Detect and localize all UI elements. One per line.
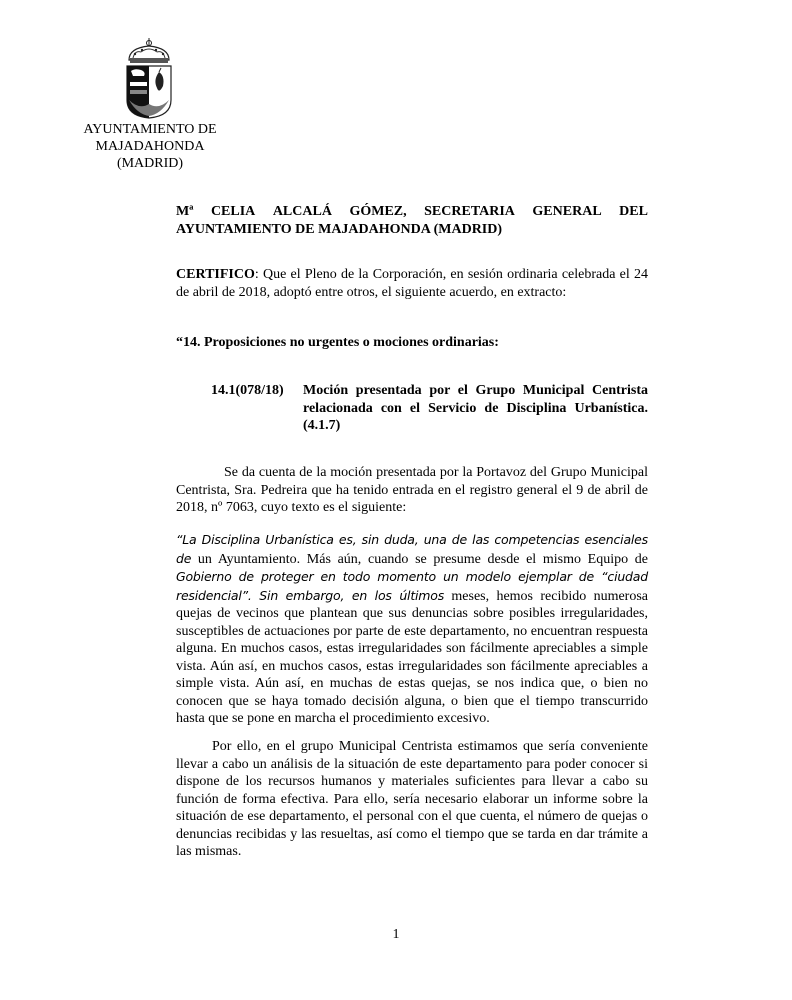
title-line-1 [176,203,648,221]
coat-of-arms-icon [121,38,177,120]
header-line: AYUNTAMIENTO DE [83,122,217,137]
municipality-header [60,121,240,172]
proposal-paragraph: Por ello, en el grupo Municipal Centrista estimamos que sería conveniente llevar a cabo un análisis de la situación de este departamento para poder conocer si dispone de los recursos humanos y materiales suficientes para llevar a cabo su función de forma efectiva. Para ello, sería necesario elaborar un informe sobre la situación de ese departamento, el personal con el que cuenta, el número de quejas o denuncias recibidas y las resueltas, así como el tiempo que se tarda en dar trámite a las mismas. [176,739,648,859]
title-word: CELIA [210,204,256,219]
title-word: DEL [619,204,648,219]
section-heading: “14. Proposiciones no urgentes o mociones ordinarias: [176,335,499,350]
title-word: Mª [176,204,194,219]
motion-quote-paragraph [176,531,648,728]
certification-paragraph [176,266,648,301]
header-line: (MADRID) [116,156,184,171]
quote-italic-2: Gobierno de proteger en todo momento un modelo ejemplar de “ciudad residencial”. Sin embargo, en los últimos [176,569,648,603]
certifico-label: CERTIFICO [176,267,255,282]
title-word: ALCALÁ [272,204,332,219]
title-word: SECRETARIA [424,204,515,219]
title-word: GÓMEZ, [349,204,407,219]
quote-italic-1: “La Disciplina Urbanística es, sin duda, una de las competencias esenciales de [176,532,648,566]
page-number: 1 [392,927,400,942]
motion-number: 14.1(078/18) [211,383,284,398]
quote-plain-1: un Ayuntamiento. Más aún, cuando se presume desde el mismo Equipo de [191,551,648,567]
quote-plain-2: meses, hemos recibido numerosa quejas de vecinos que plantean que sus denuncias sobre posibles irregularidades, susceptibles de actuaciones por parte de este departamento, no encuentran respuesta alguna. En muchos casos, estas irregularidades son fácilmente apreciables a simple vista. Aún así, en muchos casos, estas irregularidades son fácilmente apreciables a simple vista. Aún así, en muchas de estas quejas, se nos indica que, o bien no conocen que se haya tomado decisión alguna, o bien que el tiempo transcurrido hasta que se pone en marcha el procedimiento excesivo. [176,588,649,726]
document-title [176,203,648,238]
certifico-text: : Que el Pleno de la Corporación, en sesión ordinaria celebrada el 24 de abril de 2018, adoptó entre otros, el siguiente acuerdo, en extracto: [176,267,648,300]
motion-heading [211,382,648,435]
title-word: GENERAL [532,204,602,219]
motion-title: Moción presentada por el Grupo Municipal Centrista relacionada con el Servicio de Disciplina Urbanística. (4.1.7) [303,383,648,433]
title-line-2: AYUNTAMIENTO DE MAJADAHONDA (MADRID) [176,221,503,237]
intro-paragraph: Se da cuenta de la moción presentada por la Portavoz del Grupo Municipal Centrista, Sra. Pedreira que ha tenido entrada en el registro general el 9 de abril de 2018, nº 7063, cuyo texto es el siguiente: [176,465,648,515]
header-line: MAJADAHONDA [95,139,205,154]
